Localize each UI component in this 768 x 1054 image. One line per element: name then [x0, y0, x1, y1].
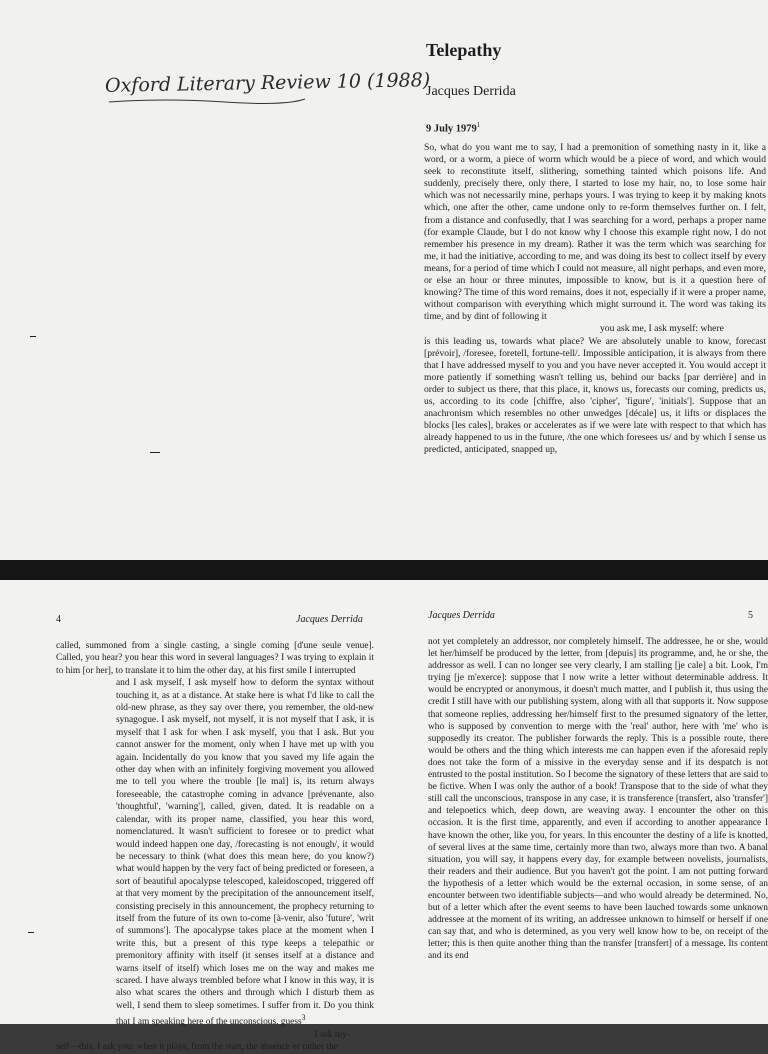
- date-footnote-mark: 1: [476, 121, 481, 129]
- scan-speck: [30, 336, 36, 337]
- handwriting-underline: [105, 72, 385, 112]
- left-text-3: self—this, I ask you: when it plays, from the start, the absence or rather the: [56, 1042, 338, 1053]
- article-title: Telepathy: [426, 40, 502, 60]
- top-paragraph-2-lead: you ask me, I ask myself: where: [600, 323, 724, 335]
- left-page-number: 4: [56, 614, 61, 625]
- right-page-number: 5: [748, 610, 753, 621]
- left-running-head: Jacques Derrida: [296, 614, 363, 625]
- bottom-spread-scan: [0, 580, 768, 1053]
- left-page-body: [56, 640, 374, 1054]
- article-author: Jacques Derrida: [426, 84, 516, 99]
- scan-speck: [28, 932, 34, 933]
- top-paragraph-2: is this leading us, towards what place? We are absolutely unable to know, forecast [prévoir], /foresee, foretell, fortune-tell/. Impossible anticipation, it is always from there that I have addressed myself to you and you have never accepted it. You would accept it more patiently if something wasn't telling us, behind our backs [par derrière] and in order to subject us there, that this place, it, knows us, forecasts our coming, predicts us, us, according to its code [chiffre, also 'cipher', 'figure', 'initials']. Suppose that an anachronism which resembles no other unwedges [décale] us, it lifts or displaces the blocks [les cales], brakes or accelerates as if we were late with respect to that which has already happened to us in the future, /the one which foresees us/ and by which I sense us predicted, anticipated, snapped up,: [424, 335, 766, 456]
- article-date: [426, 121, 480, 135]
- handwritten-note: Oxford Literary Review 10 (1988): [104, 69, 431, 97]
- left-text-3-lead: I ask my-: [314, 1029, 350, 1040]
- right-running-head: Jacques Derrida: [428, 610, 495, 621]
- top-body-text: [424, 142, 766, 456]
- left-footnote-mark: 3: [301, 1013, 306, 1023]
- top-paragraph-1: So, what do you want me to say, I had a premonition of something nasty in it, like a word, or a worm, a piece of worm which would be a piece of word, and which would seek to reconstitute itself, slithering, something tainted which poisons life. And suddenly, precisely there, only there, I started to lose my hair, no, to lose some hair which was not necessarily mine, perhaps yours. I was trying to keep it by making knots which, one after the other, came undone only to re-form themselves further on. I felt, from a distance and confusedly, that I was searching for a word, perhaps a proper name (for example Claude, but I do not know why I choose this example right now, I do not remember his presence in my dream). Rather it was the term which was searching for me, it had the initiative, according to me, and was doing its best to collect itself by every means, for a period of time which I could not measure, all night perhaps, and even more, or else an hour or three minutes, impossible to know, but is it a question here of knowing? The time of this word remains, does it not, especially if it were a proper name, without comparison with everything which might surround it. The word was taking its time, and by dint of following it: [424, 142, 766, 323]
- scan-speck: [150, 452, 160, 453]
- handwritten-annotation: [104, 69, 431, 112]
- scan-divider: [0, 560, 768, 582]
- left-text-1: called, summoned from a single casting, a single coming [d'une seule venue]. Called, you hear? you hear this word in several languages? I was trying to explain it to him [or her], to translate it to him the other day, at his first smile I interrupted: [56, 641, 374, 676]
- left-text-2: and I ask myself, I ask myself how to deform the syntax without touching it, as at a distance. At stake here is what I'd like to call the old-new phrase, as they say over there, you remember, the old-new synagogue. I ask myself, not myself, it is not myself that I ask, it is myself that I ask for when I ask myself, you that I ask. But you cannot answer for the moment, only when I have met up with you again. Incidentally do you know that you saved my life again the other day when with an infinitely forgiving movement you allowed me to tell you where the trouble [le mal] is, its return always foreseeable, the catastrophe coming in advance [prévenante, also 'thoughtful', 'warning'], called, given, dated. It is readable on a calendar, with its proper name, classified, you hear this word, nomenclatured. It wasn't sufficient to foresee or to predict what would indeed happen one day, /forecasting is not enough/, it would be necessary to think (what does this mean here, do you know?) what would happen by the very fact of being predicted or foreseen, a sort of beautiful apocalypse telescoped, kaleidoscoped, triggered off at that very moment by the precipitation of the announcement itself, consisting precisely in this announcement, the prophecy returning to itself from the future of its own to-come [à-venir, also 'future', 'writ of summons']. The apocalypse takes place at the moment when I write this, but a present of this type keeps a telepathic or premonitory affinity with itself (it senses itself at a distance and warns itself of itself) which loses me on the way and makes me scared. I have always trembled before what I know in this way, it is also what scares the others and through which I disturb them as well, I send them to sleep sometimes. I suffer from it. Do you think that I am speaking here of the unconscious, guess: [116, 678, 374, 1028]
- right-page-body: not yet completely an addressor, nor completely himself. The addressee, he or she, would let her/himself be produced by the letter, from [depuis] its programme, and, he or she, the addressor as well. I can no longer see very clearly, I am stalling [je cale] a bit. Look, I'm trying [je m'exerce]: suppose that I now write a letter without determinable address. It would be encrypted or anonymous, it doesn't much matter, and I publish it, thus using the credit I still have with our publishing system, along with all that supports it. Now suppose that someone replies, addressing her/himself first to the presumed signatory of the letter, who is supposed by convention to merge with the 'real' author, here with 'me' who is supposedly its creator. The publisher forwards the reply. This is a possible route, there would be others and the thing which interests me can happen even if the aforesaid reply does not take the form of a missive in the everyday sense and if its despatch is not entrusted to the postal institution. So I become the signatory of these letters that are said to be fictive. When I was only the author of a book! Transpose that to the side of what they still call the unconscious, transpose in any case, it is transference [transfert, also 'transfer'] and telepoetics which, deep down, are weaving away. I encounter the other on this occasion. It is the first time, apparently, and even if according to another appearance I have known the other, like you, for years. In this encounter the destiny of a life is knotted, of several lives at the same time, certainly more than two, always more than two. A banal situation, you will say, it happens every day, for example between novelists, journalists, their readers and their audience. But you haven't got the point. I am not putting forward the hypothesis of a letter which would be the external occasion, in some sense, of an encounter between two identifiable subjects—and who would already be determined. No, but of a letter which after the event seems to have been lauched towards some unknown addressee at the moment of its writing, an addressee unknown to himself or herself if one can say that, and who is determined, as you very well know how to be, on receipt of the letter; this is then quite another thing than the transfer [transfert] of a message. Its content and its end: [428, 637, 768, 962]
- left-text-2-wrap: [56, 677, 374, 1029]
- date-text: 9 July 1979: [426, 123, 477, 135]
